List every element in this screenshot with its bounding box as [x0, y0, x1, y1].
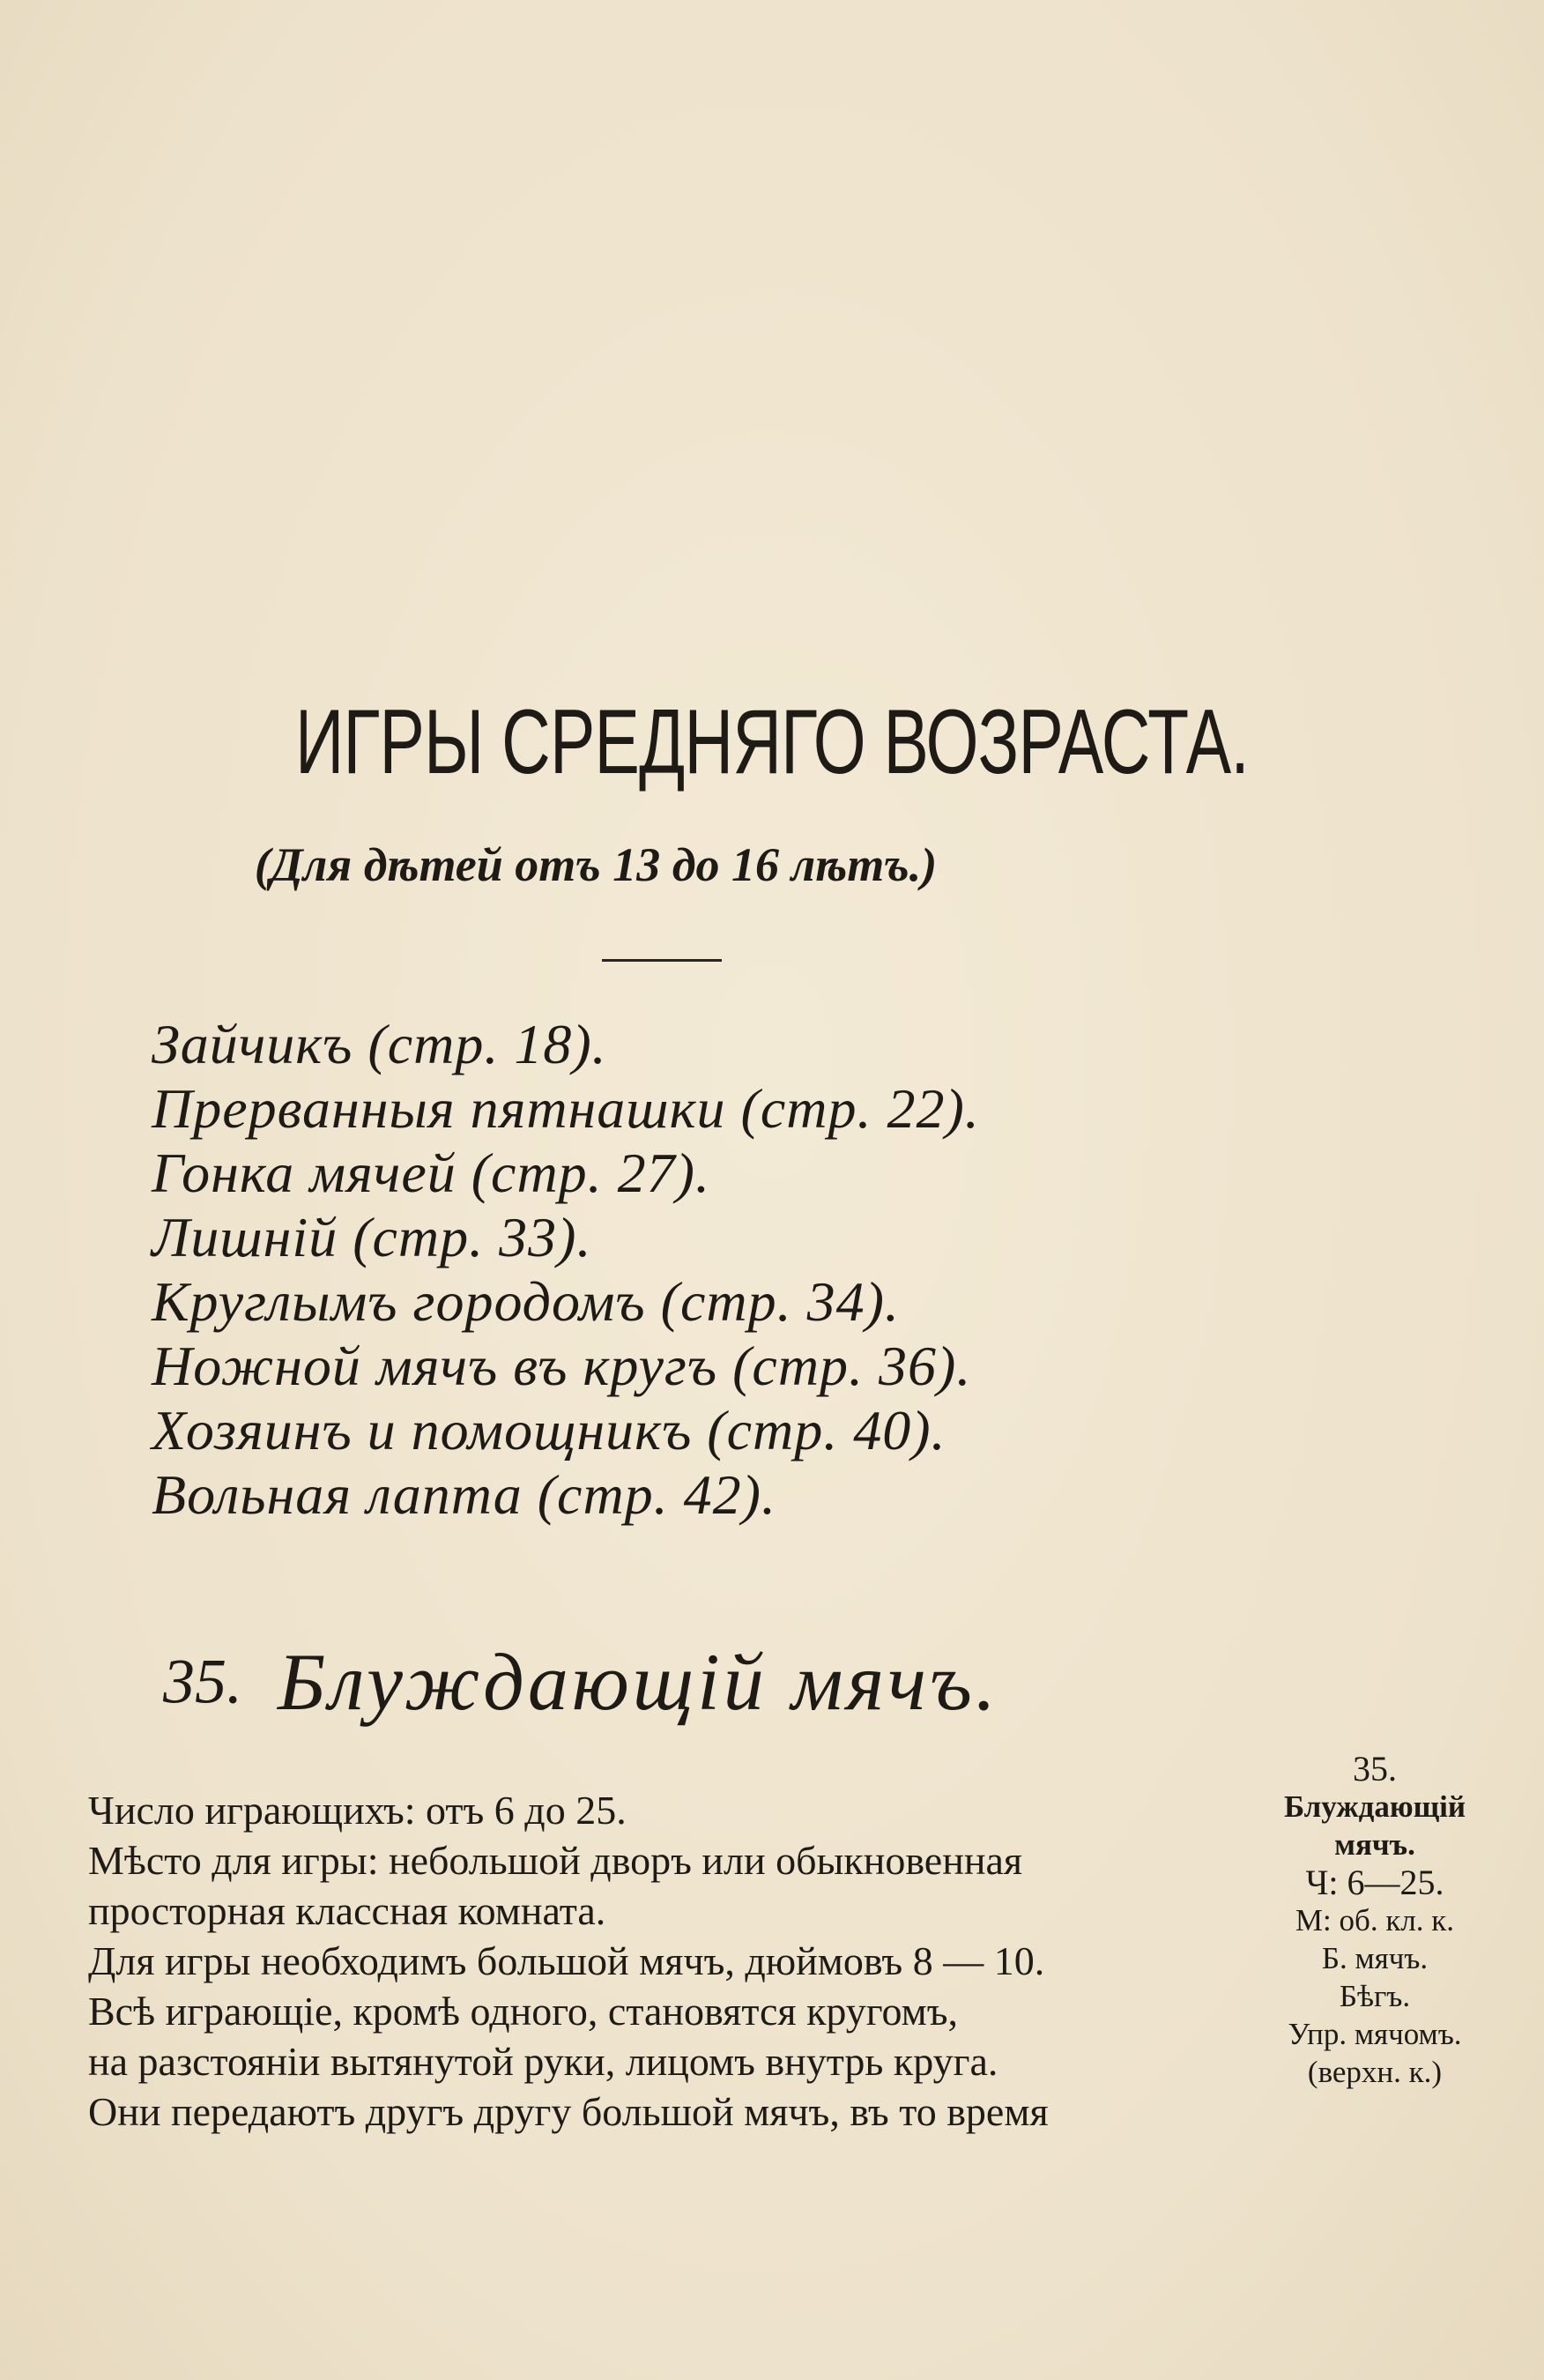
page-title: ИГРЫ СРЕДНЯГО ВОЗРАСТА. [294, 691, 1250, 793]
text-line: Для игры необходимъ большой мячъ, дюймовъ 8 — 10. [88, 1938, 1045, 1983]
games-list-item: Хозяинъ и помощникъ (стр. 40). [152, 1399, 946, 1461]
text-line: Всѣ играющіе, кромѣ одного, становятся кругомъ, [88, 1989, 959, 2034]
games-list-item: Круглымъ городомъ (стр. 34). [152, 1270, 900, 1333]
text-line: на разстояніи вытянутой руки, лицомъ внутрь круга. [88, 2039, 998, 2084]
games-list-item: Зайчикъ (стр. 18). [152, 1013, 607, 1075]
games-list-item: Вольная лапта (стр. 42). [152, 1463, 776, 1526]
margin-note-line: Бѣгъ. [1339, 1979, 1411, 2013]
games-list-item: Прерванныя пятнашки (стр. 22). [152, 1077, 980, 1140]
game-name: Блуждающій мячъ. [278, 1637, 999, 1727]
margin-note-line: Ч: 6—25. [1305, 1863, 1444, 1902]
margin-note-line: М: об. кл. к. [1295, 1903, 1455, 1937]
games-list-item: Ножной мячъ въ кругъ (стр. 36). [152, 1335, 972, 1397]
games-list [152, 1012, 980, 1527]
separator-rule [602, 959, 722, 962]
game-heading [163, 1635, 999, 1729]
margin-note [1243, 1750, 1507, 2091]
margin-note-line: мячъ. [1334, 1827, 1415, 1862]
margin-note-line: Блуждающій [1283, 1789, 1466, 1824]
text-line: Они передаютъ другъ другу большой мячъ, въ то время [88, 2089, 1049, 2134]
page-subtitle: (Для дѣтей отъ 13 до 16 лѣтъ.) [254, 838, 938, 891]
game-description [88, 1785, 1234, 2137]
margin-note-line: (верхн. к.) [1307, 2055, 1443, 2089]
margin-note-line: Б. мячъ. [1321, 1941, 1429, 1975]
text-line: просторная классная комната. [88, 1888, 606, 1933]
margin-note-line: 35. [1353, 1749, 1397, 1789]
margin-note-line: Упр. мячомъ. [1288, 2017, 1462, 2051]
games-list-item: Лишній (стр. 33). [152, 1206, 592, 1268]
text-line: Мѣсто для игры: небольшой дворъ или обыкновенная [88, 1838, 1023, 1883]
text-line: Число играющихъ: отъ 6 до 25. [88, 1788, 627, 1833]
games-list-item: Гонка мячей (стр. 27). [152, 1142, 710, 1204]
game-number: 35. [163, 1646, 242, 1717]
